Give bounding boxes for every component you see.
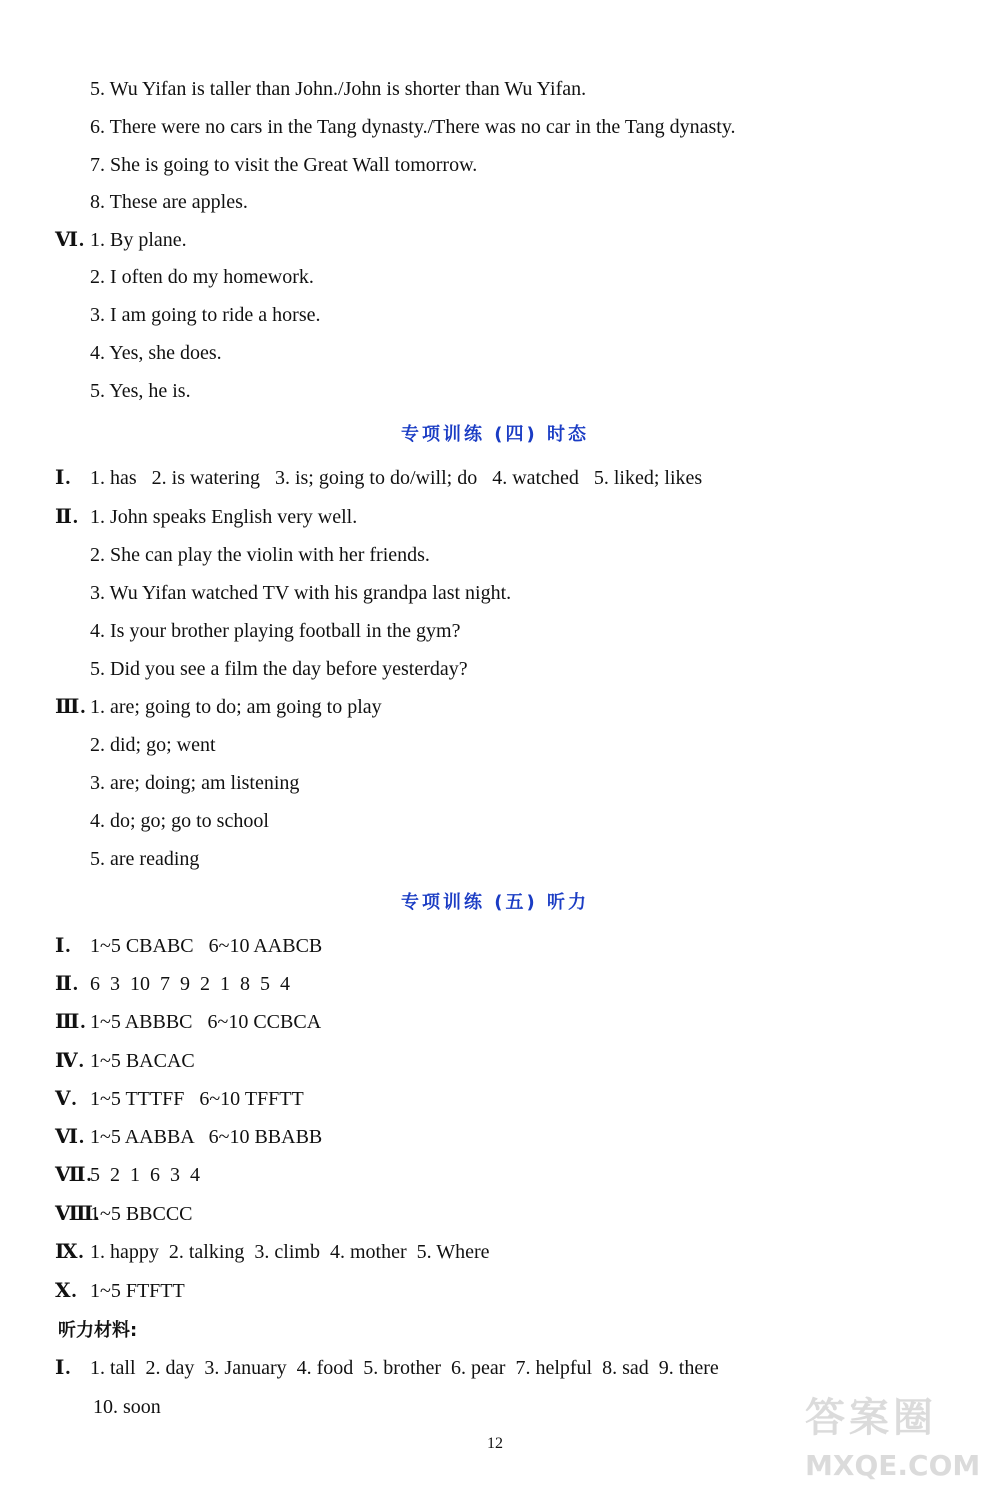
roman-numeral: Ⅵ. (55, 229, 85, 251)
answer-line: 1~5 ABBBC 6~10 CCBCA (90, 1011, 322, 1033)
roman-numeral: Ⅱ. (55, 506, 79, 528)
answer-line: 5. Did you see a film the day before yesterday? (90, 658, 468, 680)
roman-numeral: Ⅳ. (55, 1050, 85, 1072)
answer-line: 1~5 TTTFF 6~10 TFFTT (90, 1088, 304, 1110)
roman-numeral: Ⅰ. (55, 1357, 72, 1379)
answer-line: 1~5 AABBA 6~10 BBABB (90, 1126, 323, 1148)
roman-numeral: Ⅹ. (55, 1280, 78, 1302)
answer-line: 3. Wu Yifan watched TV with his grandpa last night. (90, 582, 512, 604)
section-heading: 专项训练 (五) 听力 (401, 892, 589, 913)
answer-line: 4. do; go; go to school (90, 810, 269, 832)
answer-line: 5. Yes, he is. (90, 380, 191, 402)
roman-numeral: Ⅱ. (55, 973, 79, 995)
roman-numeral: Ⅲ. (55, 696, 87, 718)
roman-numeral: Ⅰ. (55, 935, 72, 957)
answer-line: 1. are; going to do; am going to play (90, 696, 382, 718)
answer-line: 4. Yes, she does. (90, 342, 222, 364)
answer-line: 5 2 1 6 3 4 (90, 1164, 200, 1186)
answer-line: 2. I often do my homework. (90, 266, 314, 288)
roman-numeral: Ⅰ. (55, 467, 72, 489)
watermark (805, 1388, 995, 1488)
roman-numeral: Ⅶ. (55, 1164, 93, 1186)
watermark-logo: 答案圈 (805, 1395, 937, 1441)
answer-line: 1~5 CBABC 6~10 AABCB (90, 935, 323, 957)
roman-numeral: Ⅴ. (55, 1088, 78, 1110)
answer-line: 1~5 BBCCC (90, 1203, 193, 1225)
section-heading: 专项训练 (四) 时态 (401, 424, 589, 445)
answer-line: 5. Wu Yifan is taller than John./John is shorter than Wu Yifan. (90, 78, 587, 100)
answer-line: 5. are reading (90, 848, 200, 870)
answer-line: 1. happy 2. talking 3. climb 4. mother 5. Where (90, 1241, 490, 1263)
answer-line: 1~5 FTFTT (90, 1280, 185, 1302)
listening-material-label: 听力材料: (58, 1320, 138, 1341)
answer-line: 1. has 2. is watering 3. is; going to do/will; do 4. watched 5. liked; likes (90, 467, 703, 489)
answer-line: 1. By plane. (90, 229, 187, 251)
answer-line: 1. John speaks English very well. (90, 506, 358, 528)
roman-numeral: Ⅵ. (55, 1126, 85, 1148)
answer-line: 10. soon (93, 1396, 161, 1418)
watermark-url: MXQE.COM (805, 1449, 981, 1482)
roman-numeral: Ⅷ. (55, 1203, 100, 1225)
roman-numeral: Ⅲ. (55, 1011, 87, 1033)
page-number: 12 (487, 1435, 503, 1452)
answer-line: 4. Is your brother playing football in the gym? (90, 620, 461, 642)
answer-line: 1~5 BACAC (90, 1050, 195, 1072)
answer-line: 7. She is going to visit the Great Wall tomorrow. (90, 154, 478, 176)
answer-line: 6. There were no cars in the Tang dynasty./There was no car in the Tang dynasty. (90, 116, 736, 138)
answer-line: 8. These are apples. (90, 191, 248, 213)
answer-line: 6 3 10 7 9 2 1 8 5 4 (90, 973, 290, 995)
answer-line: 3. I am going to ride a horse. (90, 304, 321, 326)
answer-line: 2. She can play the violin with her friends. (90, 544, 430, 566)
answer-line: 1. tall 2. day 3. January 4. food 5. brother 6. pear 7. helpful 8. sad 9. there (90, 1357, 719, 1379)
answer-line: 3. are; doing; am listening (90, 772, 300, 794)
roman-numeral: Ⅸ. (55, 1241, 85, 1263)
answer-line: 2. did; go; went (90, 734, 216, 756)
